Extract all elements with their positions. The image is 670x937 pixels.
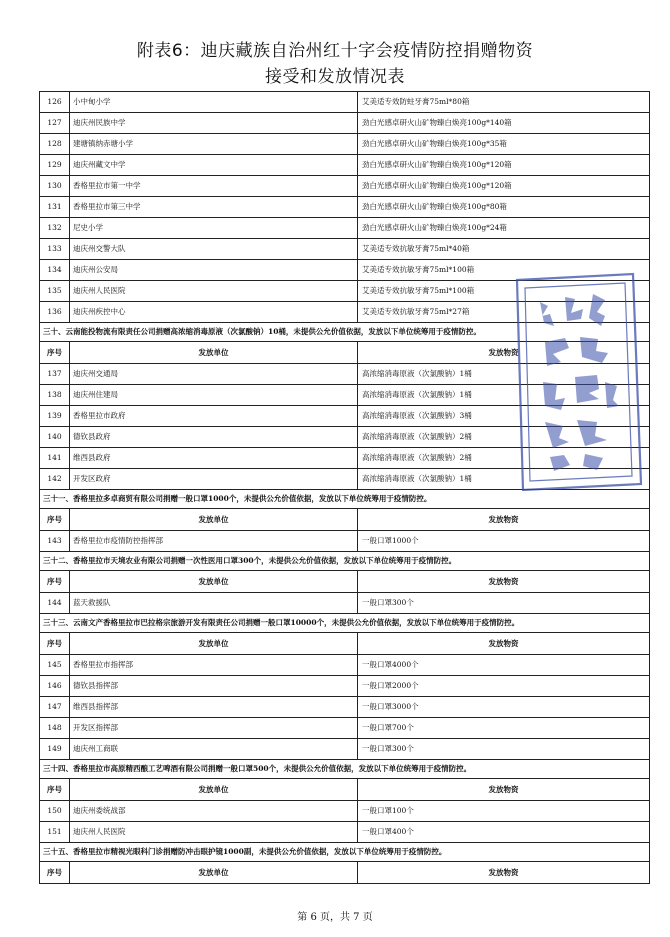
row-index: 137 [40,364,70,385]
row-index: 151 [40,822,70,843]
table-row [40,260,650,281]
row-index: 140 [40,427,70,448]
document-title: 附表6：迪庆藏族自治州红十字会疫情防控捐赠物资 [136,41,534,61]
row-material: 艾美适专效抗敏牙膏75ml*100箱 [358,260,650,281]
row-index: 150 [40,801,70,822]
table-row [40,448,650,469]
row-index: 134 [40,260,70,281]
table-row [40,364,650,385]
row-material: 劲白光感卓研火山矿物臻白焕亮100g*24箱 [358,218,650,239]
header-unit: 发放单位 [70,342,358,364]
row-material: 高浓缩消毒原液（次氯酸钠）2桶 [358,427,650,448]
row-index: 142 [40,469,70,490]
donation-table [39,91,650,884]
section-heading: 三十、云南能投物流有限责任公司捐赠高浓缩消毒原液（次氯酸钠）10桶，未提供公允价值依据，发放以下单位统筹用于疫情防控。 [40,323,650,342]
section-heading: 三十五、香格里拉市精视光眼科门诊捐赠防冲击眼护镜1000副，未提供公允价值依据，发放以下单位统筹用于疫情防控。 [40,843,650,862]
row-unit: 迪庆州交通局 [70,364,358,385]
row-material: 一般口罩4000个 [358,655,650,676]
header-index: 序号 [40,633,70,655]
row-index: 143 [40,531,70,552]
row-index: 138 [40,385,70,406]
row-index: 129 [40,155,70,176]
table-row [40,676,650,697]
table-row [40,697,650,718]
row-index: 144 [40,593,70,614]
section-heading-row [40,614,650,633]
table-row [40,113,650,134]
table-row [40,655,650,676]
row-material: 艾美适专效抗敏牙膏75ml*40箱 [358,239,650,260]
row-material: 一般口罩300个 [358,593,650,614]
row-material: 劲白光感卓研火山矿物臻白焕亮100g*140箱 [358,113,650,134]
table-row [40,593,650,614]
header-material: 发放物资 [358,779,650,801]
row-index: 126 [40,92,70,113]
table-header-row [40,342,650,364]
section-heading-row [40,323,650,342]
row-index: 147 [40,697,70,718]
row-unit: 尼史小学 [70,218,358,239]
row-index: 133 [40,239,70,260]
table-row [40,406,650,427]
section-heading-row [40,760,650,779]
header-unit: 发放单位 [70,862,358,884]
row-index: 145 [40,655,70,676]
row-index: 141 [40,448,70,469]
row-unit: 德钦县指挥部 [70,676,358,697]
table-header-row [40,633,650,655]
table-header-row [40,509,650,531]
row-unit: 迪庆州人民医院 [70,822,358,843]
header-material: 发放物资 [358,509,650,531]
section-heading: 三十一、香格里拉多卓商贸有限公司捐赠一般口罩1000个，未提供公允价值依据，发放以下单位统筹用于疫情防控。 [40,490,650,509]
section-heading-row [40,843,650,862]
row-unit: 迪庆州交警大队 [70,239,358,260]
table-row [40,469,650,490]
row-material: 一般口罩3000个 [358,697,650,718]
table-header-row [40,779,650,801]
header-unit: 发放单位 [70,571,358,593]
row-material: 一般口罩700个 [358,718,650,739]
row-material: 一般口罩1000个 [358,531,650,552]
row-material: 高浓缩消毒原液（次氯酸钠）1桶 [358,385,650,406]
row-index: 132 [40,218,70,239]
table-row [40,281,650,302]
table-row [40,801,650,822]
row-material: 劲白光感卓研火山矿物臻白焕亮100g*80箱 [358,197,650,218]
row-index: 135 [40,281,70,302]
row-material: 劲白光感卓研火山矿物臻白焕亮100g*120箱 [358,155,650,176]
row-unit: 香格里拉市疫情防控指挥部 [70,531,358,552]
row-index: 131 [40,197,70,218]
document-subtitle: 接受和发放情况表 [265,67,405,87]
row-unit: 维西县政府 [70,448,358,469]
row-unit: 迪庆州委统战部 [70,801,358,822]
table-row [40,822,650,843]
row-unit: 迪庆州公安局 [70,260,358,281]
table-row [40,385,650,406]
section-heading-row [40,552,650,571]
row-unit: 蓝天救援队 [70,593,358,614]
table-row [40,92,650,113]
row-material: 高浓缩消毒原液（次氯酸钠）1桶 [358,364,650,385]
table-header-row [40,571,650,593]
row-index: 136 [40,302,70,323]
header-index: 序号 [40,779,70,801]
table-row [40,197,650,218]
table-row [40,302,650,323]
header-index: 序号 [40,509,70,531]
table-row [40,218,650,239]
row-material: 高浓缩消毒原液（次氯酸钠）3桶 [358,406,650,427]
page-footer: 第 6 页，共 7 页 [297,912,373,923]
table-row [40,239,650,260]
row-material: 一般口罩400个 [358,822,650,843]
row-unit: 维西县指挥部 [70,697,358,718]
row-material: 一般口罩100个 [358,801,650,822]
table-row [40,427,650,448]
row-unit: 小中甸小学 [70,92,358,113]
row-material: 劲白光感卓研火山矿物臻白焕亮100g*120箱 [358,176,650,197]
row-unit: 香格里拉市第三中学 [70,197,358,218]
row-unit: 迪庆州疾控中心 [70,302,358,323]
row-index: 127 [40,113,70,134]
row-unit: 迪庆州工商联 [70,739,358,760]
row-index: 130 [40,176,70,197]
table-row [40,176,650,197]
row-unit: 香格里拉市政府 [70,406,358,427]
row-unit: 建塘镇纳赤塘小学 [70,134,358,155]
header-index: 序号 [40,571,70,593]
row-material: 一般口罩2000个 [358,676,650,697]
table-row [40,718,650,739]
row-unit: 迪庆州住建局 [70,385,358,406]
row-index: 149 [40,739,70,760]
table-row [40,531,650,552]
section-heading: 三十四、香格里拉市高原精西酿工艺啤酒有限公司捐赠一般口罩500个，未提供公允价值依据，发放以下单位统筹用于疫情防控。 [40,760,650,779]
header-unit: 发放单位 [70,509,358,531]
row-unit: 开发区政府 [70,469,358,490]
row-material: 艾美适专效抗敏牙膏75ml*27箱 [358,302,650,323]
header-material: 发放物资 [358,342,650,364]
row-unit: 开发区指挥部 [70,718,358,739]
header-material: 发放物资 [358,571,650,593]
row-unit: 香格里拉市指挥部 [70,655,358,676]
row-unit: 香格里拉市第一中学 [70,176,358,197]
header-material: 发放物资 [358,633,650,655]
row-material: 高浓缩消毒原液（次氯酸钠）2桶 [358,448,650,469]
row-unit: 迪庆州藏文中学 [70,155,358,176]
row-unit: 迪庆州民族中学 [70,113,358,134]
table-row [40,739,650,760]
table-header-row [40,862,650,884]
header-index: 序号 [40,862,70,884]
row-material: 艾美适专效防蛀牙膏75ml*80箱 [358,92,650,113]
row-index: 128 [40,134,70,155]
section-heading: 三十二、香格里拉市天境农业有限公司捐赠一次性医用口罩300个，未提供公允价值依据，发放以下单位统筹用于疫情防控。 [40,552,650,571]
header-unit: 发放单位 [70,633,358,655]
row-index: 139 [40,406,70,427]
row-material: 劲白光感卓研火山矿物臻白焕亮100g*35箱 [358,134,650,155]
header-material: 发放物资 [358,862,650,884]
row-material: 艾美适专效抗敏牙膏75ml*100箱 [358,281,650,302]
row-index: 146 [40,676,70,697]
row-index: 148 [40,718,70,739]
row-material: 高浓缩消毒原液（次氯酸钠）1桶 [358,469,650,490]
table-row [40,155,650,176]
section-heading: 三十三、云南文产香格里拉市巴拉格宗旅游开发有限责任公司捐赠一般口罩10000个，未提供公允价值依据，发放以下单位统筹用于疫情防控。 [40,614,650,633]
row-material: 一般口罩300个 [358,739,650,760]
row-unit: 迪庆州人民医院 [70,281,358,302]
row-unit: 德钦县政府 [70,427,358,448]
section-heading-row [40,490,650,509]
table-row [40,134,650,155]
header-index: 序号 [40,342,70,364]
header-unit: 发放单位 [70,779,358,801]
